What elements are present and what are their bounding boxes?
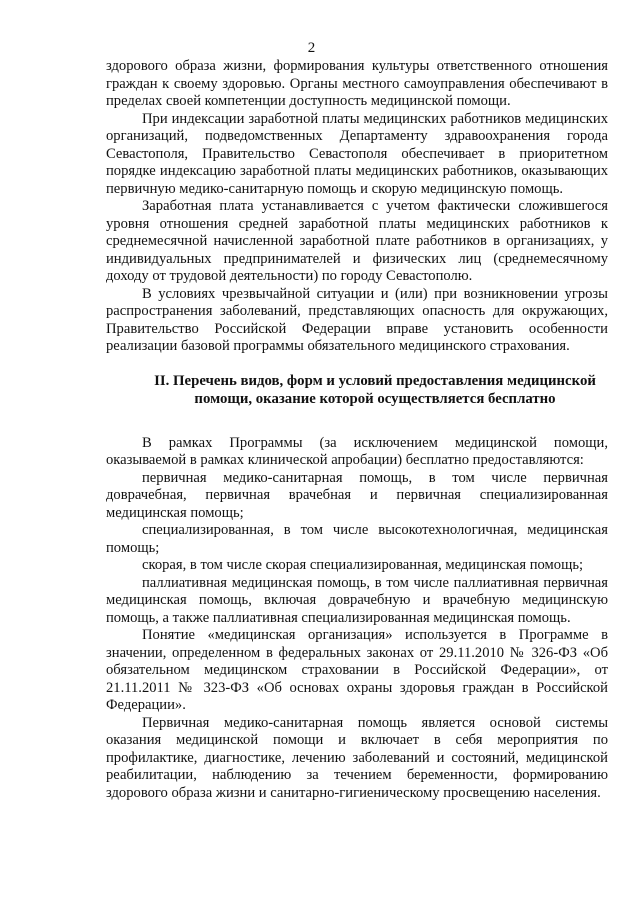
paragraph-emergency-conditions: В условиях чрезвычайной ситуации и (или) при возникновении угрозы распространения заболеваний, представляющих опасность для окружающих, Правительство Российской Федерации вправе установить особенности реализации базовой программы обязательного медицинского страхования. — [106, 285, 608, 354]
paragraph-primary-care-basis: Первичная медико-санитарная помощь является основой системы оказания медицинской помощи и включает в себя мероприятия по профилактике, диагностике, лечению заболеваний и состояний, медицинской реабилитации, наблюдению за течением беременности, формированию здорового образа жизни и санитарно-гигиеническому просвещению населения. — [106, 714, 608, 801]
document-body — [106, 58, 608, 802]
paragraph-salary-level: Заработная плата устанавливается с учетом фактически сложившегося уровня отношения средней заработной платы медицинских работников к среднемесячной начисленной заработной плате работников в организациях, у индивидуальных предпринимателей и физических лиц (среднемесячному доходу от трудовой деятельности) по городу Севастополю. — [106, 198, 608, 284]
paragraph-program-scope: В рамках Программы (за исключением медицинской помощи, оказываемой в рамках клинической апробации) бесплатно предоставляются: — [106, 434, 608, 468]
paragraph-medical-organization-definition: Понятие «медицинская организация» используется в Программе в значении, определенном в федеральных законах от 29.11.2010 № 326-ФЗ «Об обязательном медицинском страховании в Российской Федерации», от 21.11.2011 № 323-ФЗ «Об основах охраны здоровья граждан в Российской Федерации». — [106, 627, 608, 713]
list-item-emergency-care: скорая, в том числе скорая специализированная, медицинская помощь; — [142, 557, 584, 573]
page-number: 2 — [307, 40, 316, 56]
list-item-primary-care: первичная медико-санитарная помощь, в том числе первичная доврачебная, первичная врачебная и первичная специализированная медицинская помощь; — [106, 469, 608, 521]
list-item-specialized-care: специализированная, в том числе высокотехнологичная, медицинская помощь; — [106, 522, 608, 556]
paragraph-continuation: здорового образа жизни, формирования культуры ответственного отношения граждан к своему здоровью. Органы местного самоуправления обеспечивают в пределах своей компетенции доступность медицинской помощи. — [106, 58, 608, 109]
list-item-palliative-care: паллиативная медицинская помощь, в том числе паллиативная первичная медицинская помощь, включая доврачебную и врачебную медицинскую помощь, а также паллиативная специализированная медицинская помощь. — [106, 574, 608, 626]
paragraph-salary-indexation: При индексации заработной платы медицинских работников медицинских организаций, подведомственных Департаменту здравоохранения города Севастополя, Правительство Севастополя обеспечивает в приоритетном порядке индексацию заработной платы медицинских работников, оказывающих первичную медико-санитарную помощь и скорую медицинскую помощь. — [106, 110, 608, 197]
section-heading: II. Перечень видов, форм и условий предоставления медицинской помощи, оказание которой осуществляется бесплатно — [154, 372, 596, 407]
